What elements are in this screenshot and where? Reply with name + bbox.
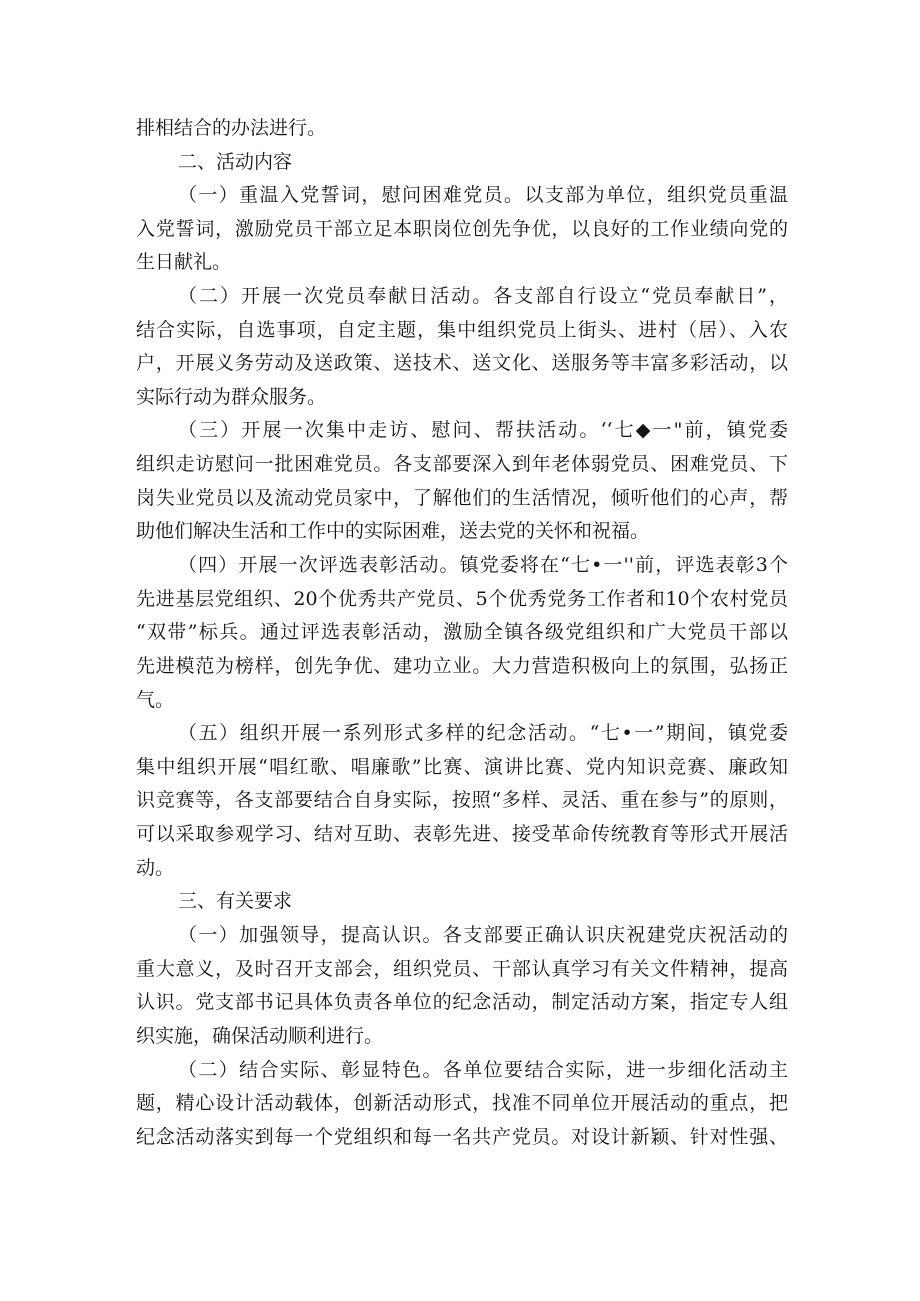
text-line: 户，开展义务劳动及送政策、送技术、送文化、送服务等丰富多彩活动，以 [136,352,788,374]
text-line: 结合实际，自选事项，自定主题，集中组织党员上街头、进村（居）、入农 [136,319,788,341]
text-line: “双带”标兵。通过评选表彰活动，激励全镇各级党组织和广大党员干部以 [136,621,788,643]
text-line: 生日献礼。 [136,251,232,273]
text-line: 认识。党支部书记具体负责各单位的纪念活动，制定活动方案，指定专人组 [136,991,788,1013]
text-line: 组织走访慰问一批困难党员。各支部要深入到年老体弱党员、困难党员、下 [136,453,788,475]
text-line: （一）重温入党誓词，慰问困难党员。以支部为单位，组织党员重温 [178,184,788,206]
text-line: （五）组织开展一系列形式多样的纪念活动。“七•一”期间，镇党委 [178,722,788,744]
text-line: 入党誓词，激励党员干部立足本职岗位创先争优，以良好的工作业绩向党的 [136,218,788,240]
text-line: （二）开展一次党员奉献日活动。各支部自行设立“党员奉献日”， [178,285,788,307]
text-line: 题，精心设计活动载体，创新活动形式，找准不同单位开展活动的重点，把 [136,1092,788,1114]
text-line: 先进模范为榜样，创先争优、建功立业。大力营造积极向上的氛围，弘扬正 [136,655,788,677]
text-line: 实际行动为群众服务。 [136,386,327,408]
text-line: 识竞赛等，各支部要结合自身实际，按照“多样、灵活、重在参与”的原则， [136,789,788,811]
text-line: 织实施，确保活动顺利进行。 [136,1025,384,1047]
text-line: 集中组织开展“唱红歌、唱廉歌”比赛、演讲比赛、党内知识竞赛、廉政知 [136,756,788,778]
text-line: （一）加强领导，提高认识。各支部要正确认识庆祝建党庆祝活动的 [178,924,788,946]
section-heading: 二、活动内容 [178,151,293,173]
section-heading: 三、有关要求 [178,890,293,912]
text-line: 重大意义，及时召开支部会，组织党员、干部认真学习有关文件精神，提高 [136,958,788,980]
text-line: 动。 [136,857,175,879]
text-line: 助他们解决生活和工作中的实际困难，送去党的关怀和祝福。 [136,520,650,542]
text-line: 气。 [136,689,175,711]
text-line: 纪念活动落实到每一个党组织和每一名共产党员。对设计新颖、针对性强、 [136,1126,788,1148]
text-line: （四）开展一次评选表彰活动。镇党委将在“七•一''前，评选表彰3个 [178,554,788,576]
text-line: 岗失业党员以及流动党员家中，了解他们的生活情况，倾听他们的心声，帮 [136,487,788,509]
text-line: 可以采取参观学习、结对互助、表彰先进、接受革命传统教育等形式开展活 [136,823,788,845]
text-line: （二）结合实际、彰显特色。各单位要结合实际，进一步细化活动主 [178,1059,788,1081]
text-line: 排相结合的办法进行。 [136,117,327,139]
text-line: （三）开展一次集中走访、慰问、帮扶活动。‘‘七◆一"前，镇党委 [178,419,788,441]
text-line: 先进基层党组织、20个优秀共产党员、5个优秀党务工作者和10个农村党员 [136,588,788,610]
